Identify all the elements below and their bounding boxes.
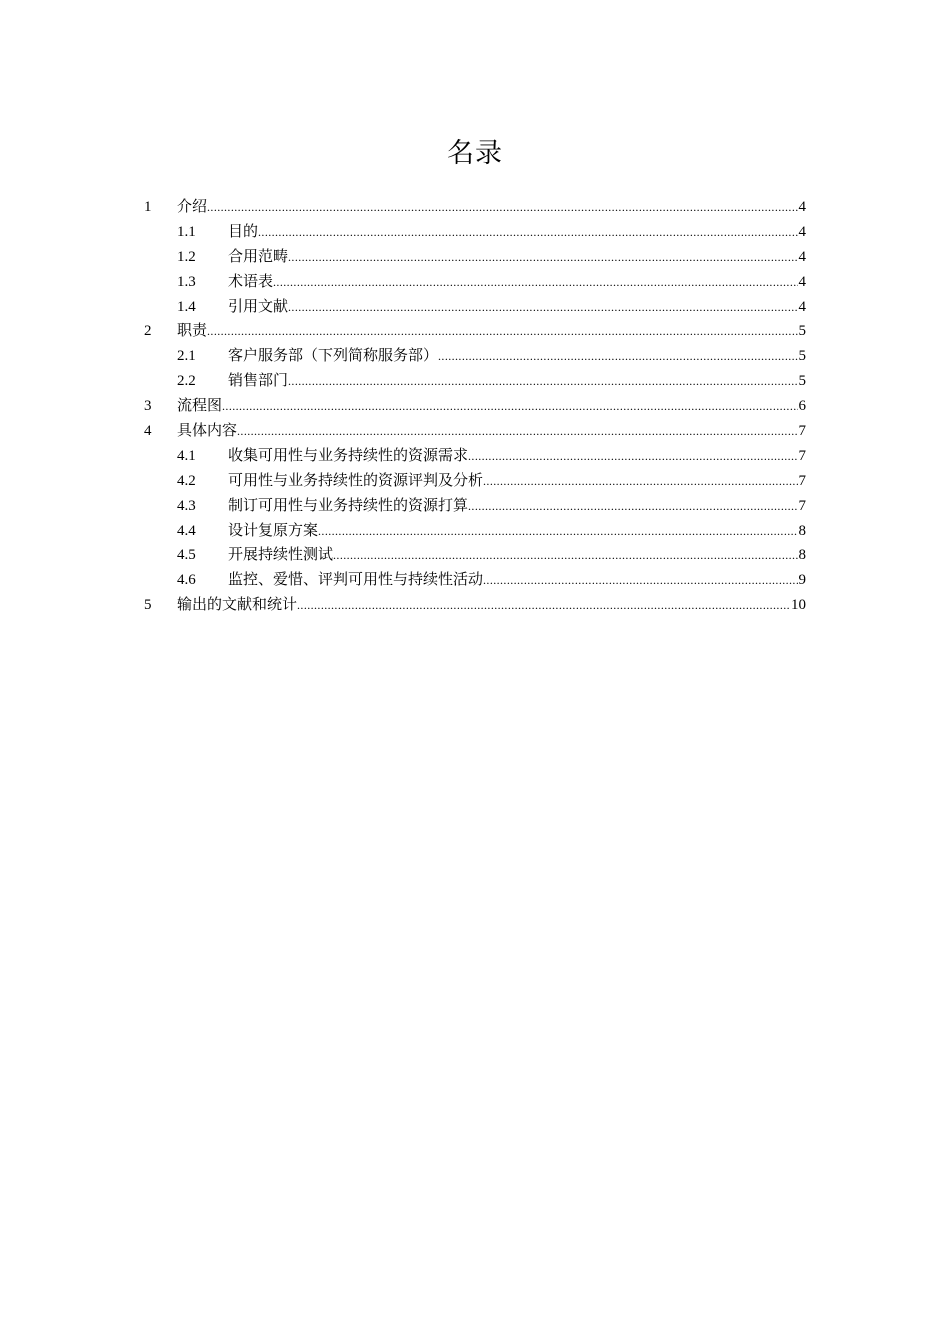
toc-entry[interactable] — [144, 518, 806, 543]
toc-entry-number: 1.1 — [177, 223, 196, 240]
toc-dot-leader — [288, 295, 797, 320]
toc-entry-title: 可用性与业务持续性的资源评判及分析 — [228, 470, 484, 489]
toc-dot-leader — [438, 344, 797, 369]
toc-dot-leader — [237, 419, 797, 444]
toc-entry[interactable] — [144, 343, 806, 368]
toc-entry-number: 5 — [144, 597, 152, 614]
toc-entry-page: 8 — [798, 522, 806, 539]
toc-dot-leader — [207, 319, 797, 344]
toc-entry-number: 2.2 — [177, 373, 196, 390]
toc-entry[interactable] — [144, 269, 806, 294]
toc-entry-page: 7 — [798, 423, 806, 440]
toc-entry[interactable] — [144, 244, 806, 269]
toc-entry-number: 1.4 — [177, 298, 196, 315]
toc-entry[interactable] — [144, 294, 806, 319]
toc-dot-leader — [207, 195, 797, 220]
toc-entry-title: 合用范畴 — [228, 246, 289, 265]
toc-entry-title: 介绍 — [177, 197, 208, 215]
toc-entry-title: 客户服务部（下列简称服务部） — [228, 346, 439, 365]
toc-dot-leader — [333, 543, 797, 568]
toc-entry-number: 4.1 — [177, 447, 196, 464]
toc-entry[interactable] — [144, 219, 806, 244]
toc-entry[interactable] — [144, 493, 806, 518]
toc-entry-title: 输出的文献和统计 — [177, 595, 298, 614]
toc-entry-page: 10 — [791, 597, 806, 614]
toc-dot-leader — [222, 394, 797, 419]
toc-entry[interactable] — [144, 318, 806, 343]
toc-entry-number: 4 — [144, 423, 152, 440]
toc-entry-title: 监控、爱惜、评判可用性与持续性活动 — [228, 570, 484, 589]
toc-entry-page: 4 — [798, 248, 806, 265]
toc-entry-number: 1 — [144, 199, 152, 215]
toc-entry[interactable] — [144, 567, 806, 592]
toc-entry[interactable] — [144, 443, 806, 468]
toc-dot-leader — [483, 568, 797, 593]
toc-entry-page: 9 — [798, 572, 806, 589]
toc-entry-page: 4 — [798, 199, 806, 215]
toc-entry[interactable] — [144, 418, 806, 443]
toc-entry-number: 2 — [144, 323, 152, 340]
toc-entry-number: 1.3 — [177, 273, 196, 290]
toc-entry-title: 开展持续性测试 — [228, 545, 334, 564]
toc-entry-page: 4 — [798, 298, 806, 315]
toc-dot-leader — [273, 270, 797, 295]
toc-entry-title: 销售部门 — [228, 371, 289, 390]
toc-entry[interactable] — [144, 368, 806, 393]
toc-entry-title: 目的 — [228, 221, 259, 240]
toc-dot-leader — [468, 494, 797, 519]
toc-dot-leader — [288, 369, 797, 394]
toc-entry-title: 职责 — [177, 321, 208, 340]
toc-entry-number: 4.5 — [177, 547, 196, 564]
toc-entry-page: 7 — [798, 497, 806, 514]
toc-entry-page: 7 — [798, 447, 806, 464]
toc-entry-page: 5 — [798, 373, 806, 390]
toc-entry-page: 5 — [798, 323, 806, 340]
toc-entry-number: 2.1 — [177, 348, 196, 365]
toc-dot-leader — [483, 469, 797, 494]
toc-entry-page: 7 — [798, 472, 806, 489]
toc-entry-page: 8 — [798, 547, 806, 564]
toc-dot-leader — [297, 593, 790, 618]
toc-entry-title: 流程图 — [177, 396, 223, 415]
toc-entry-title: 具体内容 — [177, 421, 238, 440]
toc-list — [144, 194, 806, 617]
toc-dot-leader — [318, 519, 797, 544]
toc-entry-number: 4.2 — [177, 472, 196, 489]
toc-entry-number: 4.3 — [177, 497, 196, 514]
toc-dot-leader — [258, 220, 797, 245]
toc-entry[interactable] — [144, 194, 806, 219]
toc-dot-leader — [288, 245, 797, 270]
toc-entry-number: 4.6 — [177, 572, 196, 589]
toc-entry-number: 4.4 — [177, 522, 196, 539]
toc-entry-page: 6 — [798, 398, 806, 415]
toc-entry-title: 设计复原方案 — [228, 520, 319, 539]
toc-entry-title: 收集可用性与业务持续性的资源需求 — [228, 445, 469, 464]
toc-dot-leader — [468, 444, 797, 469]
toc-entry-title: 术语表 — [228, 271, 274, 290]
toc-entry-page: 4 — [798, 273, 806, 290]
toc-entry-title: 引用文献 — [228, 296, 289, 315]
toc-entry[interactable] — [144, 468, 806, 493]
toc-entry-title: 制订可用性与业务持续性的资源打算 — [228, 495, 469, 514]
toc-entry-number: 1.2 — [177, 248, 196, 265]
toc-title: 名录 — [447, 138, 503, 169]
toc-entry-number: 3 — [144, 398, 152, 415]
toc-entry[interactable] — [144, 592, 806, 617]
toc-entry[interactable] — [144, 393, 806, 418]
toc-entry[interactable] — [144, 542, 806, 567]
toc-entry-page: 5 — [798, 348, 806, 365]
toc-entry-page: 4 — [798, 223, 806, 240]
